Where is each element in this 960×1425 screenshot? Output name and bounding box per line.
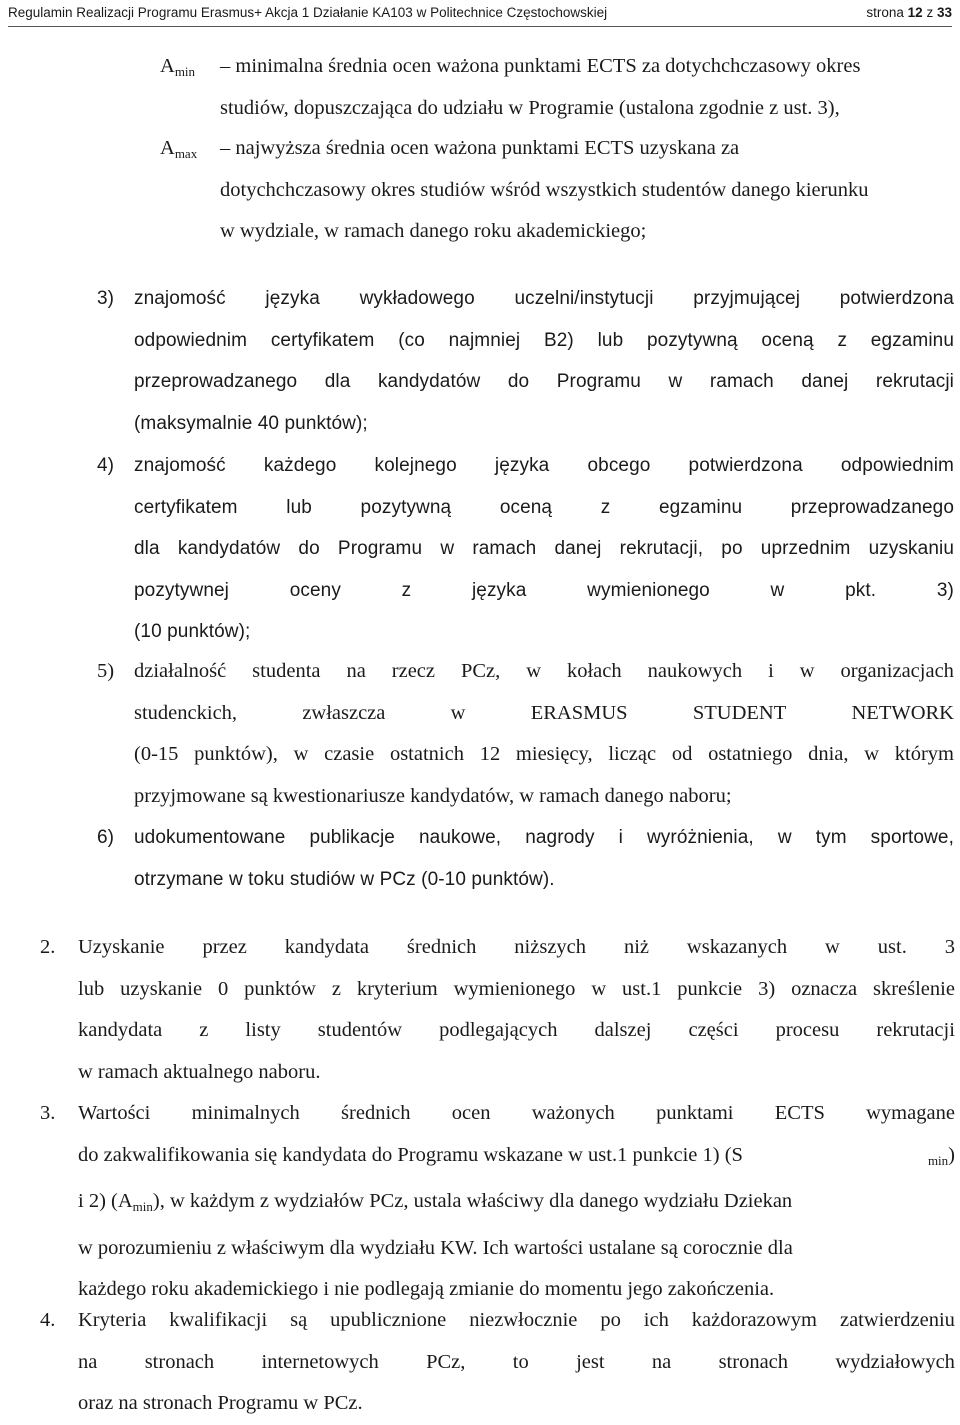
paragraph-text: Wartości minimalnych średnich ocen ważonych punktami ECTS wymagane do zakwalifikowania się kandydata do Programu wskazane w ust.1 punkcie 1) (S $_{min}$) i 2) $(A_{min})$, w każdym z wydziałów PCz, ustala właściwy dla danego wydziału Dziekan w porozumieniu z właściwym dla wydziału KW. Ich wartości ustalane są corocznie dla każdego roku akademickiego i nie podlegają zmianie do momentu jego zakończenia. — [78, 1102, 955, 1300]
paragraph-number: 3. — [40, 1102, 56, 1124]
criterion-text: działalność studenta na rzecz PCz, w kołach naukowych i w organizacjach studenckich, zwłaszcza w ERASMUS STUDENT NETWORK (0-15 punktów), w czasie ostatnich 12 miesięcy, licząc od ostatniego dnia, w którym przyjmowane są kwestionariusze kandydatów, w ramach danego naboru; — [134, 660, 954, 807]
paragraph-number: 4. — [40, 1309, 56, 1331]
criterion-number: 3) — [97, 288, 115, 309]
criterion-text: znajomość języka wykładowego uczelni/instytucji przyjmującej potwierdzona odpowiednim certyfikatem (co najmniej B2) lub pozytywną oceną z egzaminu przeprowadzanego dla kandydatów do Programu w ramach danej rekrutacji (maksymalnie 40 punktów); — [134, 288, 954, 434]
symbol-amin: $A_{min}$ — [160, 55, 196, 79]
definition-text: – najwyższa średnia ocen ważona punktami ECTS uzyskana za dotychchczasowy okres studiów wśród wszystkich studentów danego kierunku w wydziale, w ramach danego roku akademickiego; — [220, 137, 869, 242]
definition-text: – minimalna średnia ocen ważona punktami ECTS za dotychchczasowy okres studiów, dopuszczająca do udziału w Programie (ustalona zgodnie z ust. 3), — [220, 55, 861, 119]
criterion-number: 4) — [97, 455, 115, 476]
page-header — [8, 0, 952, 27]
paragraph-text: Kryteria kwalifikacji są upublicznione niezwłocznie po ich każdorazowym zatwierdzeniu na stronach internetowych PCz, to jest na stronach wydziałowych oraz na stronach Programu w PCz. — [78, 1309, 955, 1414]
paragraph-text: Uzyskanie przez kandydata średnich niższych niż wskazanych w ust. 3 lub uzyskanie 0 punktów z kryterium wymienionego w ust.1 punkcie 3) oznacza skreślenie kandydata z listy studentów podlegających dalszej części procesu rekrutacji w ramach aktualnego naboru. — [78, 936, 955, 1083]
criterion-text: udokumentowane publikacje naukowe, nagrody i wyróżnienia, w tym sportowe, otrzymane w toku studiów w PCz (0-10 punktów). — [134, 827, 954, 890]
page-number: strona 12 z 33 — [866, 5, 952, 20]
criterion-number: 5) — [97, 660, 115, 682]
header-title: Regulamin Realizacji Programu Erasmus+ Akcja 1 Działanie KA103 w Politechnice Częstochowskiej — [8, 5, 608, 20]
symbol-amax: $A_{max}$ — [160, 137, 198, 161]
criterion-text: znajomość każdego kolejnego języka obcego potwierdzona odpowiednim certyfikatem lub pozytywną oceną z egzaminu przeprowadzanego dla kandydatów do Programu w ramach danej rekrutacji, po uprzednim uzyskaniu pozytywnej oceny z języka wymienionego w pkt. 3) (10 punktów); — [134, 455, 954, 642]
criterion-number: 6) — [97, 827, 115, 848]
paragraph-number: 2. — [40, 936, 56, 958]
